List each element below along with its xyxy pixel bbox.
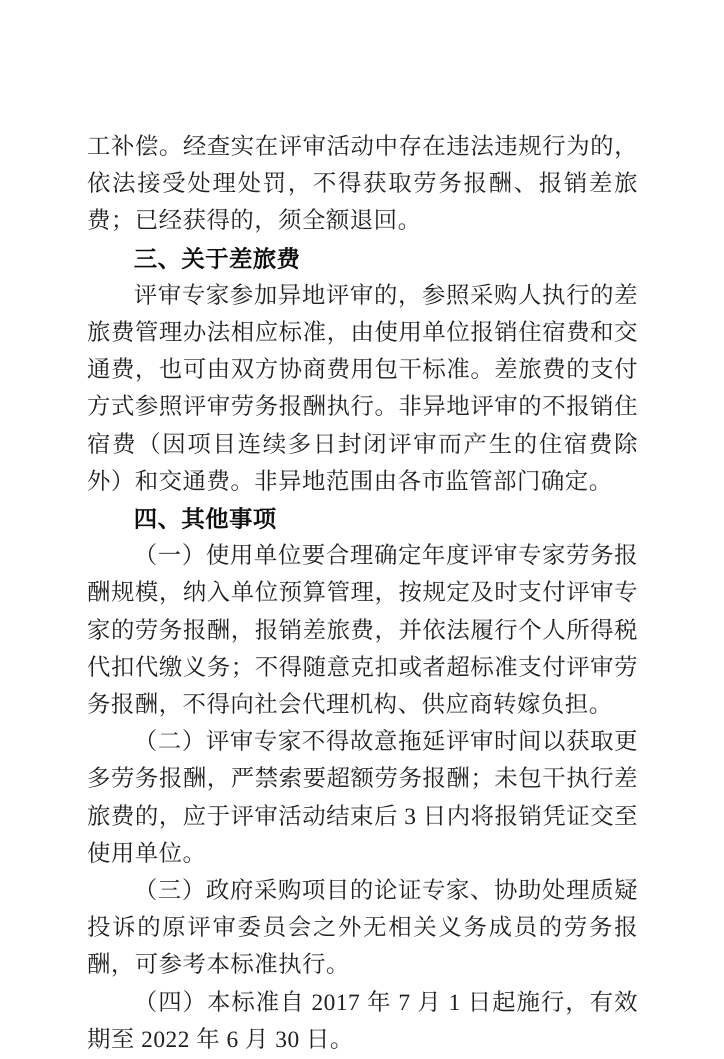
section-heading-four: 四、其他事项: [133, 506, 277, 533]
section-three-body-paragraph: 评审专家参加异地评审的，参照采购人执行的差旅费管理办法相应标准，由使用单位报销住宿费和交通费，也可由双方协商费用包干标准。差旅费的支付方式参照评审劳务报酬执行。非异地评审的不报销住宿费（因项目连续多日封闭评审而产生的住宿费除外）和交通费。非异地范围由各市监管部门确定。: [87, 282, 638, 495]
section-four-item-four: （四）本标准自 2017 年 7 月 1 日起施行，有效期至 2022 年 6 月 30 日。: [87, 989, 638, 1053]
paragraph-continued-from-previous-page: 工补偿。经查实在评审活动中存在违法违规行为的，依法接受处理处罚，不得获取劳务报酬、报销差旅费；已经获得的，须全额退回。: [87, 134, 638, 235]
section-four-item-one: （一）使用单位要合理确定年度评审专家劳务报酬规模，纳入单位预算管理，按规定及时支付评审专家的劳务报酬，报销差旅费，并依法履行个人所得税代扣代缴义务；不得随意克扣或者超标准支付评审劳务报酬，不得向社会代理机构、供应商转嫁负担。: [87, 543, 638, 719]
section-heading-three: 三、关于差旅费: [133, 245, 301, 272]
section-four-item-three: （三）政府采购项目的论证专家、协助处理质疑投诉的原评审委员会之外无相关义务成员的劳务报酬，可参考本标准执行。: [87, 878, 638, 979]
section-four-item-two: （二）评审专家不得故意拖延评审时间以获取更多劳务报酬，严禁索要超额劳务报酬；未包干执行差旅费的，应于评审活动结束后 3 日内将报销凭证交至使用单位。: [87, 729, 638, 867]
document-text-column: [87, 129, 638, 1059]
